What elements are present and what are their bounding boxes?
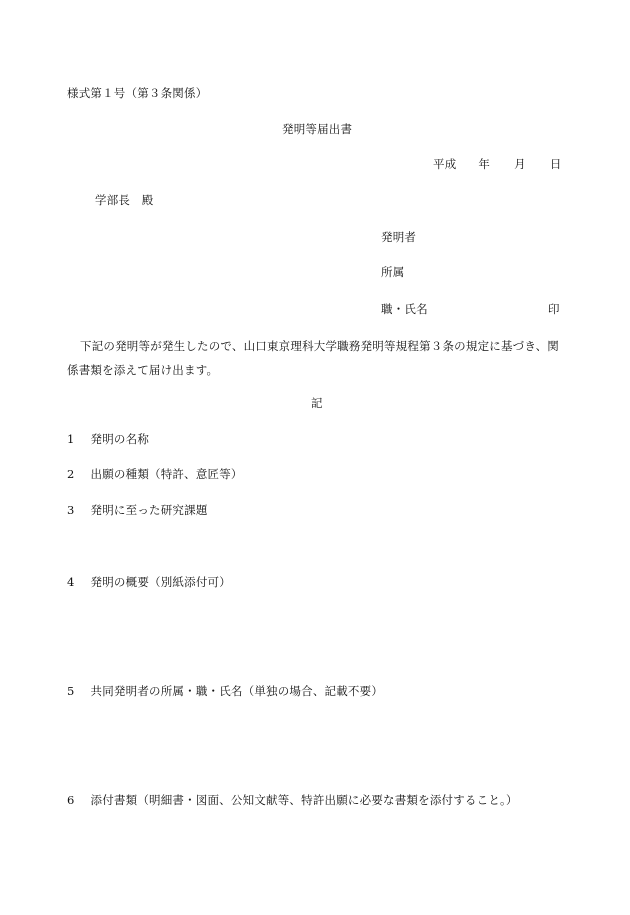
item-number: 1 <box>67 432 75 446</box>
body-paragraph: 下記の発明等が発生したので、山口東京理科大学職務発明等規程第３条の規定に基づき、関係書類を添えて届け出ます。 <box>67 339 560 377</box>
item-label: 発明に至った研究課題 <box>90 503 208 517</box>
item-label: 発明の名称 <box>90 432 150 446</box>
item-3 <box>67 503 208 517</box>
item-label: 出願の種類（特許、意匠等） <box>90 467 243 481</box>
date-era: 平成 <box>433 157 457 171</box>
date-month: 月 <box>514 157 526 171</box>
date-day: 日 <box>549 157 562 171</box>
item-label: 添付書類（明細書・図面、公知文献等、特許出願に必要な書類を添付すること。） <box>90 793 518 807</box>
item-1 <box>67 432 149 446</box>
document-title: 発明等届出書 <box>282 122 353 136</box>
item-number: 3 <box>67 503 75 517</box>
position-name-label: 職・氏名 <box>381 302 428 316</box>
item-number: 4 <box>67 575 75 589</box>
item-5 <box>67 684 383 698</box>
inventor-label: 発明者 <box>381 230 417 244</box>
date-year: 年 <box>478 157 491 171</box>
ki-heading: 記 <box>311 396 323 410</box>
item-label: 共同発明者の所属・職・氏名（単独の場合、記載不要） <box>90 684 384 698</box>
affiliation-label: 所属 <box>381 265 405 279</box>
date-line <box>433 157 562 171</box>
seal-mark: 印 <box>548 302 560 316</box>
form-number: 様式第１号（第３条関係） <box>67 86 208 100</box>
item-4 <box>67 575 231 589</box>
item-6 <box>67 793 518 807</box>
item-2 <box>67 467 243 481</box>
item-number: 2 <box>67 467 75 481</box>
addressee: 学部長 殿 <box>95 193 154 207</box>
item-number: 5 <box>67 684 75 698</box>
item-label: 発明の概要（別紙添付可） <box>90 575 231 589</box>
item-number: 6 <box>67 793 75 807</box>
